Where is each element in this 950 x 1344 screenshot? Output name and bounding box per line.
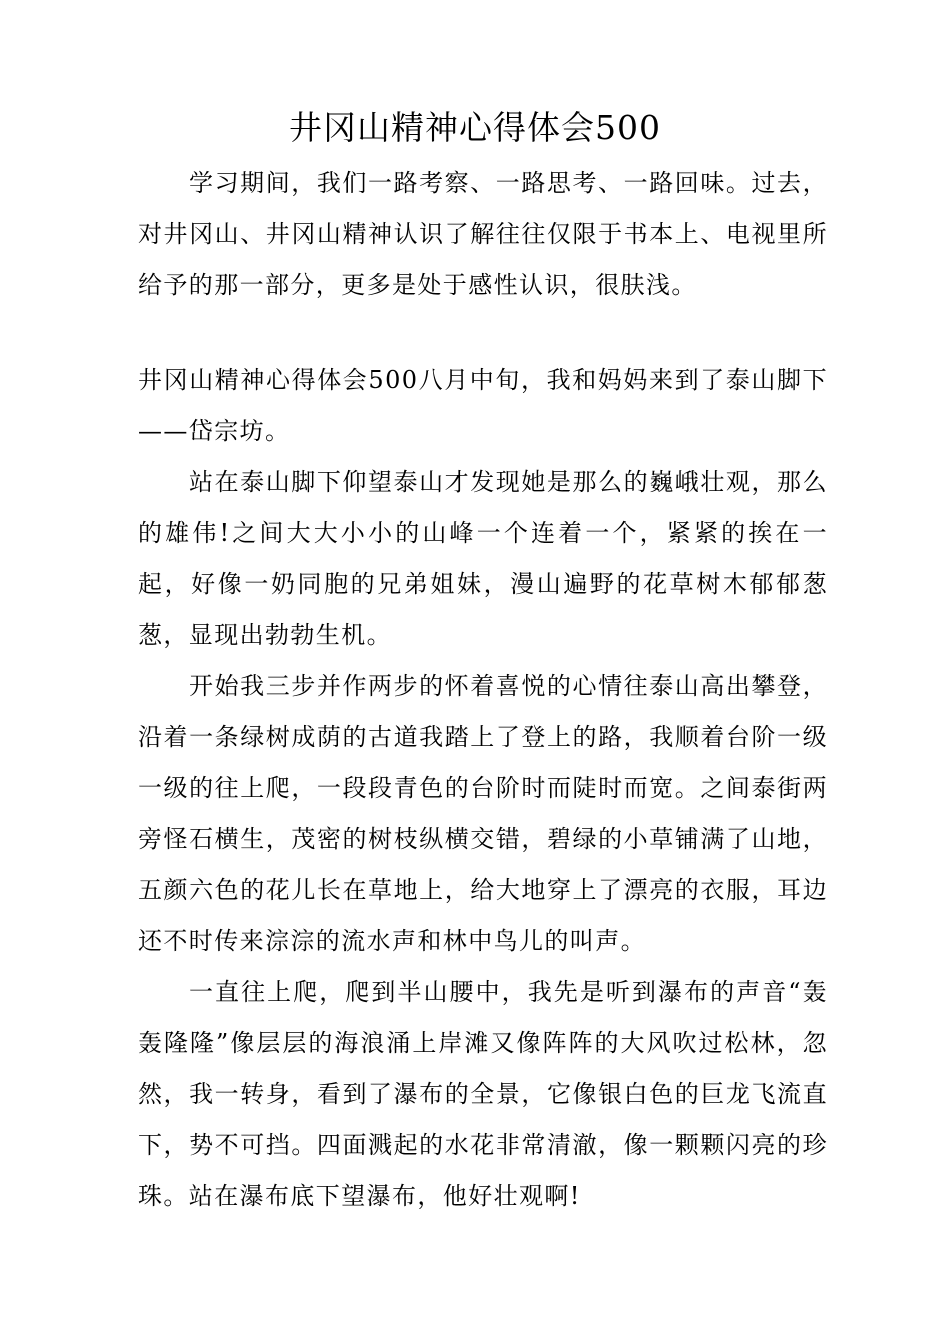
body-paragraph-1: 井冈山精神心得体会500八月中旬，我和妈妈来到了泰山脚下——岱宗坊。 [138,366,828,445]
intro-section [138,158,828,311]
intro-paragraph: 学习期间，我们一路考察、一路思考、一路回味。过去，对井冈山、井冈山精神认识了解往往仅限于书本上、电视里所给予的那一部分，更多是处于感性认识，很肤浅。 [138,169,828,299]
body-paragraph-3: 开始我三步并作两步的怀着喜悦的心情往泰山高出攀登，沿着一条绿树成荫的古道我踏上了登上的路，我顺着台阶一级一级的往上爬，一段段青色的台阶时而陡时而宽。之间泰街两旁怪石横生，茂密的树枝纵横交错，碧绿的小草铺满了山地，五颜六色的花儿长在草地上，给大地穿上了漂亮的衣服，耳边还不时传来淙淙的流水声和林中鸟儿的叫声。 [138,672,828,955]
document-title: 井冈山精神心得体会500 [289,108,661,147]
body-paragraph-4: 一直往上爬，爬到半山腰中，我先是听到瀑布的声音“轰轰隆隆”像层层的海浪涌上岸滩又像阵阵的大风吹过松林，忽然，我一转身，看到了瀑布的全景，它像银白色的巨龙飞流直下，势不可挡。四面溅起的水花非常清澈，像一颗颗闪亮的珍珠。站在瀑布底下望瀑布，他好壮观啊! [138,978,828,1210]
body-paragraph-2: 站在泰山脚下仰望泰山才发现她是那么的巍峨壮观，那么的雄伟!之间大大小小的山峰一个连着一个，紧紧的挨在一起，好像一奶同胞的兄弟姐妹，漫山遍野的花草树木郁郁葱葱，显现出勃勃生机。 [138,468,828,649]
essay-body [138,355,828,1222]
